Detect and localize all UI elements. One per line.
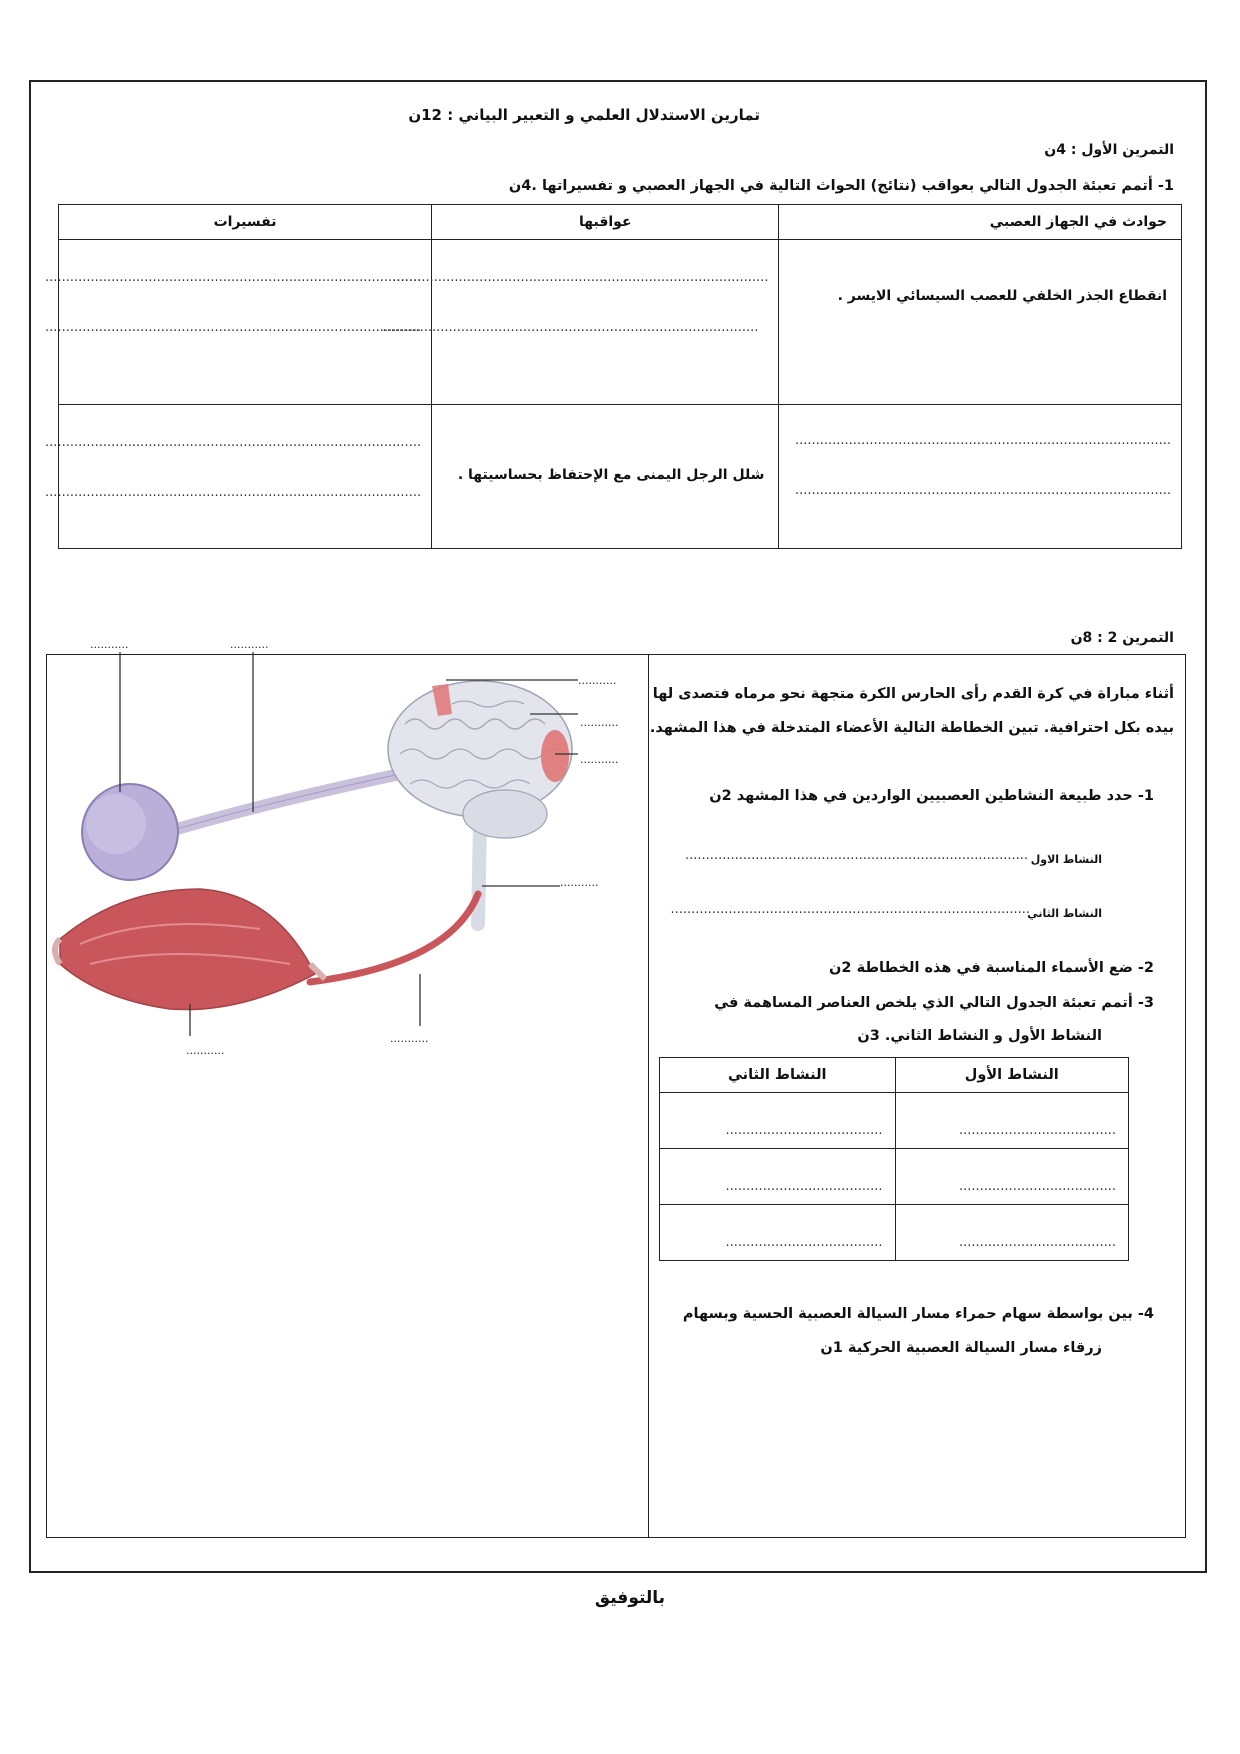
exercise2-q2: 2- ضع الأسماء المناسبة في هذه الخطاطة 2ن — [829, 960, 1154, 976]
answer-dots: ........................................................................................... — [794, 433, 1171, 448]
brain — [388, 681, 572, 838]
answer-dots: ...................................... — [725, 1235, 883, 1250]
activity2-answer[interactable]: ....................................................................................... — [670, 902, 1030, 917]
row2-consequence-cell — [432, 405, 779, 549]
exercise2-q4-line2: زرقاء مسار السيالة العصبية الحركية 1ن — [820, 1340, 1102, 1356]
answer-dots: ...................................... — [958, 1235, 1116, 1250]
row2-event-cell[interactable] — [779, 405, 1182, 549]
eye-highlight — [86, 794, 146, 854]
exercise2-q4-line1: 4- بين بواسطة سهام حمراء مسار السيالة العصبية الحسية وبسهام — [682, 1306, 1154, 1322]
diagram-label-slot[interactable]: ........... — [90, 638, 129, 651]
answer-dots: ........................................................................................... — [382, 320, 759, 335]
spinal-cord — [478, 824, 480, 924]
exercise2-table — [659, 1057, 1129, 1261]
activity2-cell[interactable] — [660, 1205, 896, 1261]
header-events: حوادث في الجهاز العصبي — [779, 205, 1182, 240]
activity1-answer[interactable]: ................................................................................... — [685, 848, 1028, 863]
diagram-label-slot[interactable]: ........... — [230, 638, 269, 651]
answer-dots: ........................................................................................... — [392, 270, 769, 285]
activity1-cell[interactable] — [895, 1205, 1129, 1261]
motor-nerve — [310, 894, 478, 982]
answer-dots: ........................................................................................... — [45, 270, 422, 285]
answer-dots: ........................................................................................... — [45, 485, 422, 500]
answer-dots: ...................................... — [958, 1179, 1116, 1194]
diagram-label-slot[interactable]: ........... — [560, 876, 599, 889]
exercise2-q3-line1: 3- أتمم تعبئة الجدول التالي الذي يلخص العناصر المساهمة في — [714, 995, 1154, 1011]
page-title: تمارين الاستدلال العلمي و التعبير البياني : 12ن — [408, 106, 760, 124]
row1-event-text: انقطاع الجذر الخلفي للعصب السيسائي الايسر . — [837, 288, 1167, 304]
answer-dots: ...................................... — [725, 1179, 883, 1194]
exercise1-title: التمرين الأول : 4ن — [1044, 142, 1174, 158]
exercise2-q1: 1- حدد طبيعة النشاطين العصبيين الواردين في هذا المشهد 2ن — [709, 788, 1154, 804]
nervous-system-diagram — [60, 638, 640, 1084]
exercise2-title: التمرين 2 : 8ن — [1070, 630, 1174, 646]
activity2-cell[interactable] — [660, 1093, 896, 1149]
row1-event-cell — [779, 240, 1182, 405]
activity1-cell[interactable] — [895, 1149, 1129, 1205]
brain-cerebellum — [463, 790, 547, 838]
diagram-label-slot[interactable]: ........... — [580, 716, 619, 729]
diagram-label-slot[interactable]: ........... — [580, 753, 619, 766]
muscle — [60, 889, 315, 1010]
exercise1-question: 1- أتمم تعبئة الجدول التالي بعواقب (نتائج) الحواث التالية في الجهاز العصبي و تفسيراتها .4ن — [508, 178, 1174, 194]
diagram-label-slot[interactable]: ........... — [578, 674, 617, 687]
answer-dots: ...................................... — [958, 1123, 1116, 1138]
activity1-cell[interactable] — [895, 1093, 1129, 1149]
exercise2-q3-line2: النشاط الأول و النشاط الثاني. 3ن — [857, 1028, 1102, 1044]
row2-consequence-text: شلل الرجل اليمنى مع الإحتفاظ بحساسيتها . — [457, 467, 765, 483]
header-explanations: تفسيرات — [59, 205, 432, 240]
row2-explanation-cell[interactable] — [45, 405, 432, 549]
exercise2-divider — [648, 654, 649, 1538]
exercise2-intro-line2: بيده بكل احترافية. تبين الخطاطة التالية الأعضاء المتدخلة في هذا المشهد. — [649, 720, 1174, 736]
row1-consequence-cell[interactable] — [382, 240, 779, 405]
row1-explanation-cell[interactable] — [45, 240, 432, 405]
visual-area — [541, 730, 569, 782]
activity1-label: النشاط الاول — [1030, 853, 1102, 866]
answer-dots: ........................................................................................... — [45, 320, 422, 335]
diagram-label-slot[interactable]: ........... — [390, 1032, 429, 1045]
answer-dots: ........................................................................................... — [45, 435, 422, 450]
diagram-label-slot[interactable]: ........... — [186, 1044, 225, 1057]
header-activity2: النشاط الثاني — [660, 1058, 896, 1093]
answer-dots: ...................................... — [725, 1123, 883, 1138]
activity2-label: النشاط الثاني — [1027, 907, 1102, 920]
activity2-cell[interactable] — [660, 1149, 896, 1205]
optic-nerve — [160, 774, 400, 834]
header-consequences: عواقبها — [432, 205, 779, 240]
answer-dots: ........................................................................................... — [794, 483, 1171, 498]
exercise1-table — [45, 204, 1182, 549]
exercise2-intro-line1: أثناء مباراة في كرة القدم رأى الحارس الكرة متجهة نحو مرماه فتصدى لها — [652, 686, 1174, 702]
header-activity1: النشاط الأول — [895, 1058, 1129, 1093]
closing-text: بالتوفيق — [594, 1588, 666, 1608]
